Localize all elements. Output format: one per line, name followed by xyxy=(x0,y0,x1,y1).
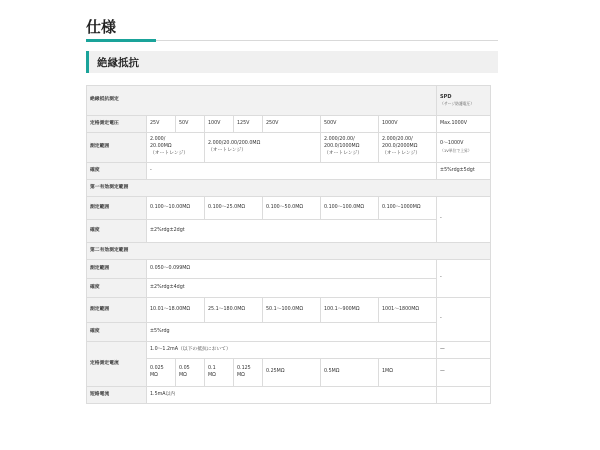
rated-current-note: 1.0〜1.2mA（以下の抵抗において） xyxy=(147,342,437,359)
current-unit: MΩ xyxy=(179,372,187,378)
eff2-label: 第二有効測定範囲 xyxy=(87,243,491,260)
range-text: 2.000/ xyxy=(150,137,166,143)
table-row-eff1-accuracy xyxy=(87,220,491,243)
eff2-range2-1000v: 1001〜1800MΩ xyxy=(379,298,437,323)
table-row-eff1-range xyxy=(87,197,491,220)
voltage-250v: 250V xyxy=(263,116,321,133)
spd-voltage: Max.1000V xyxy=(437,116,491,133)
current-value: 0.125 xyxy=(237,365,251,371)
range-text: 2.000/20.00/ xyxy=(382,137,413,143)
eff1-range-label: 測定範囲 xyxy=(87,197,147,220)
current-unit: MΩ xyxy=(208,372,216,378)
current-unit: MΩ xyxy=(150,372,158,378)
current-25v xyxy=(147,359,176,387)
spd-accuracy: ±5%rdg±5dgt xyxy=(437,163,491,180)
section-header xyxy=(86,51,498,73)
rated-current-spd-top: — xyxy=(437,342,491,359)
rated-voltage-label: 定格測定電圧 xyxy=(87,116,147,133)
eff2-range2-label: 測定範囲 xyxy=(87,298,147,323)
insulation-measurement-label: 絶縁抵抗測定 xyxy=(87,86,437,116)
current-value: 0.025 xyxy=(150,365,164,371)
eff1-range-100-125v: 0.100〜25.0MΩ xyxy=(205,197,263,220)
eff2-acc1-label: 確度 xyxy=(87,279,147,298)
short-current-label: 短絡電流 xyxy=(87,387,147,404)
range-text: （オートレンジ） xyxy=(208,147,247,153)
section-title: 絶縁抵抗 xyxy=(97,57,139,69)
eff2-range2-500v: 100.1〜900MΩ xyxy=(321,298,379,323)
eff1-range-25-50v: 0.100〜10.00MΩ xyxy=(147,197,205,220)
current-value: 0.1 xyxy=(208,365,216,371)
eff2-range1-value: 0.050〜0.099MΩ xyxy=(147,260,437,279)
table-row-eff2-range1 xyxy=(87,260,491,279)
eff1-range-1000v: 0.100〜1000MΩ xyxy=(379,197,437,220)
table-row-rated-current-values xyxy=(87,359,491,387)
current-500v: 0.5MΩ xyxy=(321,359,379,387)
current-50v xyxy=(176,359,205,387)
short-current-spd xyxy=(437,387,491,404)
title-accent-bar xyxy=(86,39,156,42)
voltage-125v: 125V xyxy=(234,116,263,133)
spec-table xyxy=(86,85,491,404)
eff1-range-500v: 0.100〜100.0MΩ xyxy=(321,197,379,220)
table-row-eff2-range2 xyxy=(87,298,491,323)
range-text: （オートレンジ） xyxy=(324,150,363,156)
range-text: （オートレンジ） xyxy=(382,150,421,156)
range-text: 2.000/20.00/ xyxy=(324,137,355,143)
spd-range-text: 0〜1000V xyxy=(440,141,464,147)
voltage-500v: 500V xyxy=(321,116,379,133)
table-row-short-current xyxy=(87,387,491,404)
spd-header-note: （サージ防護電圧） xyxy=(440,101,475,107)
range-text: 20.00MΩ xyxy=(150,144,172,150)
voltage-50v: 50V xyxy=(176,116,205,133)
spd-range xyxy=(437,133,491,163)
voltage-100v: 100V xyxy=(205,116,234,133)
eff2-spd1: - xyxy=(437,260,491,298)
current-100v xyxy=(205,359,234,387)
eff1-accuracy-value: ±2%rdg±2dgt xyxy=(147,220,437,243)
eff2-range2-250v: 50.1〜100.0MΩ xyxy=(263,298,321,323)
page-title: 仕様 xyxy=(86,18,117,36)
range-text: 200.0/1000MΩ xyxy=(324,144,360,150)
range-cell-500v xyxy=(321,133,379,163)
eff2-range2-25-50v: 10.01〜18.00MΩ xyxy=(147,298,205,323)
voltage-1000v: 1000V xyxy=(379,116,437,133)
rated-current-spd-bottom: — xyxy=(437,359,491,387)
current-value: 0.05 xyxy=(179,365,190,371)
table-row-eff2-acc2 xyxy=(87,323,491,342)
range-cell-100-250v xyxy=(205,133,321,163)
table-row-header xyxy=(87,86,491,116)
eff2-range1-label: 測定範囲 xyxy=(87,260,147,279)
range-text: 200.0/2000MΩ xyxy=(382,144,418,150)
eff2-range2-100-125v: 25.1〜180.0MΩ xyxy=(205,298,263,323)
table-row-rated-current-note xyxy=(87,342,491,359)
range-cell-1000v xyxy=(379,133,437,163)
spd-header: SPD xyxy=(440,94,452,101)
range-label: 測定範囲 xyxy=(87,133,147,163)
table-row-accuracy xyxy=(87,163,491,180)
eff2-acc2-label: 確度 xyxy=(87,323,147,342)
table-row-rated-voltage xyxy=(87,116,491,133)
voltage-25v: 25V xyxy=(147,116,176,133)
eff1-accuracy-label: 確度 xyxy=(87,220,147,243)
accuracy-label: 確度 xyxy=(87,163,147,180)
eff2-acc1-value: ±2%rdg±4dgt xyxy=(147,279,437,298)
table-row-eff2-header xyxy=(87,243,491,260)
accuracy-value: - xyxy=(147,163,437,180)
eff1-spd: - xyxy=(437,197,491,243)
table-row-eff2-acc1 xyxy=(87,279,491,298)
eff2-spd2: - xyxy=(437,298,491,342)
rated-current-label: 定格測定電流 xyxy=(87,342,147,387)
spd-header-cell xyxy=(437,86,491,116)
range-cell-25-50v xyxy=(147,133,205,163)
eff2-acc2-value: ±5%rdg xyxy=(147,323,437,342)
table-row-eff1-header xyxy=(87,180,491,197)
current-unit: MΩ xyxy=(237,372,245,378)
short-current-value: 1.5mA以内 xyxy=(147,387,437,404)
range-text: 2.000/20.00/200.0MΩ xyxy=(208,140,261,146)
current-125v xyxy=(234,359,263,387)
eff1-range-250v: 0.100〜50.0MΩ xyxy=(263,197,321,220)
range-text: （オートレンジ） xyxy=(150,150,189,156)
table-row-range xyxy=(87,133,491,163)
eff1-label: 第一有効測定範囲 xyxy=(87,180,491,197)
current-250v: 0.25MΩ xyxy=(263,359,321,387)
current-1000v: 1MΩ xyxy=(379,359,437,387)
spd-range-note: （1V単位で上昇） xyxy=(440,148,472,154)
